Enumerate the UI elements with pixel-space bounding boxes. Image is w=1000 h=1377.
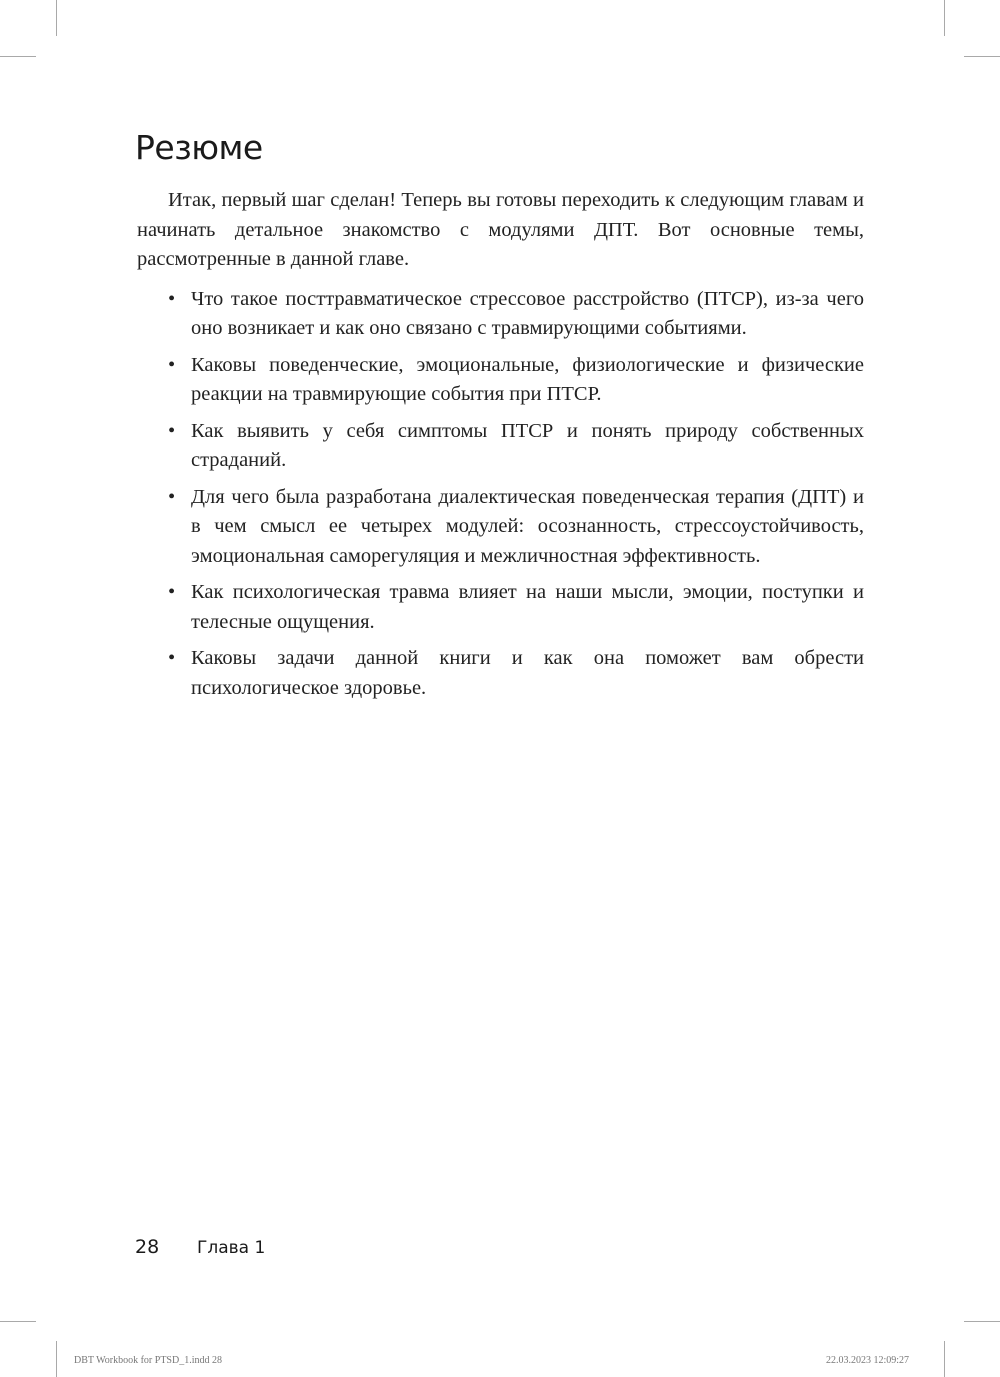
bullet-icon: • bbox=[168, 353, 176, 376]
print-slug-datetime: 22.03.2023 12:09:27 bbox=[826, 1355, 910, 1366]
bullet-icon: • bbox=[168, 647, 176, 669]
list-item-text: Каковы поведенческие, эмоциональные, физиологические и физические реакции на травмирующие события при ПТСР. bbox=[191, 353, 864, 405]
list-item bbox=[137, 417, 864, 476]
running-footer-chapter: Глава 1 bbox=[197, 1238, 266, 1258]
list-item-text: Каковы задачи данной книги и как она поможет вам обрести психологическое здоровье. bbox=[191, 647, 864, 699]
crop-mark-bottom-right bbox=[944, 1341, 945, 1377]
page-number: 28 bbox=[135, 1236, 160, 1258]
summary-content bbox=[137, 186, 864, 710]
crop-mark-right-bottom bbox=[964, 1321, 1000, 1322]
intro-paragraph: Итак, первый шаг сделан! Теперь вы готовы переходить к следующим главам и начинать детальное знакомство с модулями ДПТ. Вот основные темы, рассмотренные в данной главе. bbox=[137, 189, 864, 270]
print-slug-file: DBT Workbook for PTSD_1.indd 28 bbox=[74, 1355, 222, 1366]
crop-mark-left-top bbox=[0, 56, 36, 57]
list-item bbox=[137, 351, 864, 410]
list-item-text: Как психологическая травма влияет на наши мысли, эмоции, поступки и телесные ощущения. bbox=[191, 581, 864, 633]
bullet-icon: • bbox=[168, 419, 176, 442]
bullet-icon: • bbox=[168, 581, 176, 603]
list-item bbox=[137, 483, 864, 572]
list-item-text: Что такое посттравматическое стрессовое расстройство (ПТСР), из-за чего оно возникает и как оно связано с травмирующими событиями. bbox=[191, 287, 864, 339]
bullet-icon: • bbox=[168, 485, 176, 508]
crop-mark-right-top bbox=[964, 56, 1000, 57]
crop-mark-top-left bbox=[56, 0, 57, 36]
list-item bbox=[137, 285, 864, 344]
crop-mark-bottom-left bbox=[56, 1341, 57, 1377]
crop-mark-top-right bbox=[944, 0, 945, 36]
list-item-text: Для чего была разработана диалектическая поведенческая терапия (ДПТ) и в чем смысл ее четырех модулей: осознанность, стрессоустойчивость, эмоциональная саморегуляция и межличностная эффективность. bbox=[191, 485, 864, 567]
list-item bbox=[137, 644, 864, 703]
list-item-text: Как выявить у себя симптомы ПТСР и понять природу собственных страданий. bbox=[191, 419, 864, 471]
bullet-icon: • bbox=[168, 287, 176, 310]
page-title: Резюме bbox=[135, 128, 263, 167]
summary-list bbox=[137, 285, 864, 704]
crop-mark-left-bottom bbox=[0, 1321, 36, 1322]
list-item bbox=[137, 578, 864, 637]
